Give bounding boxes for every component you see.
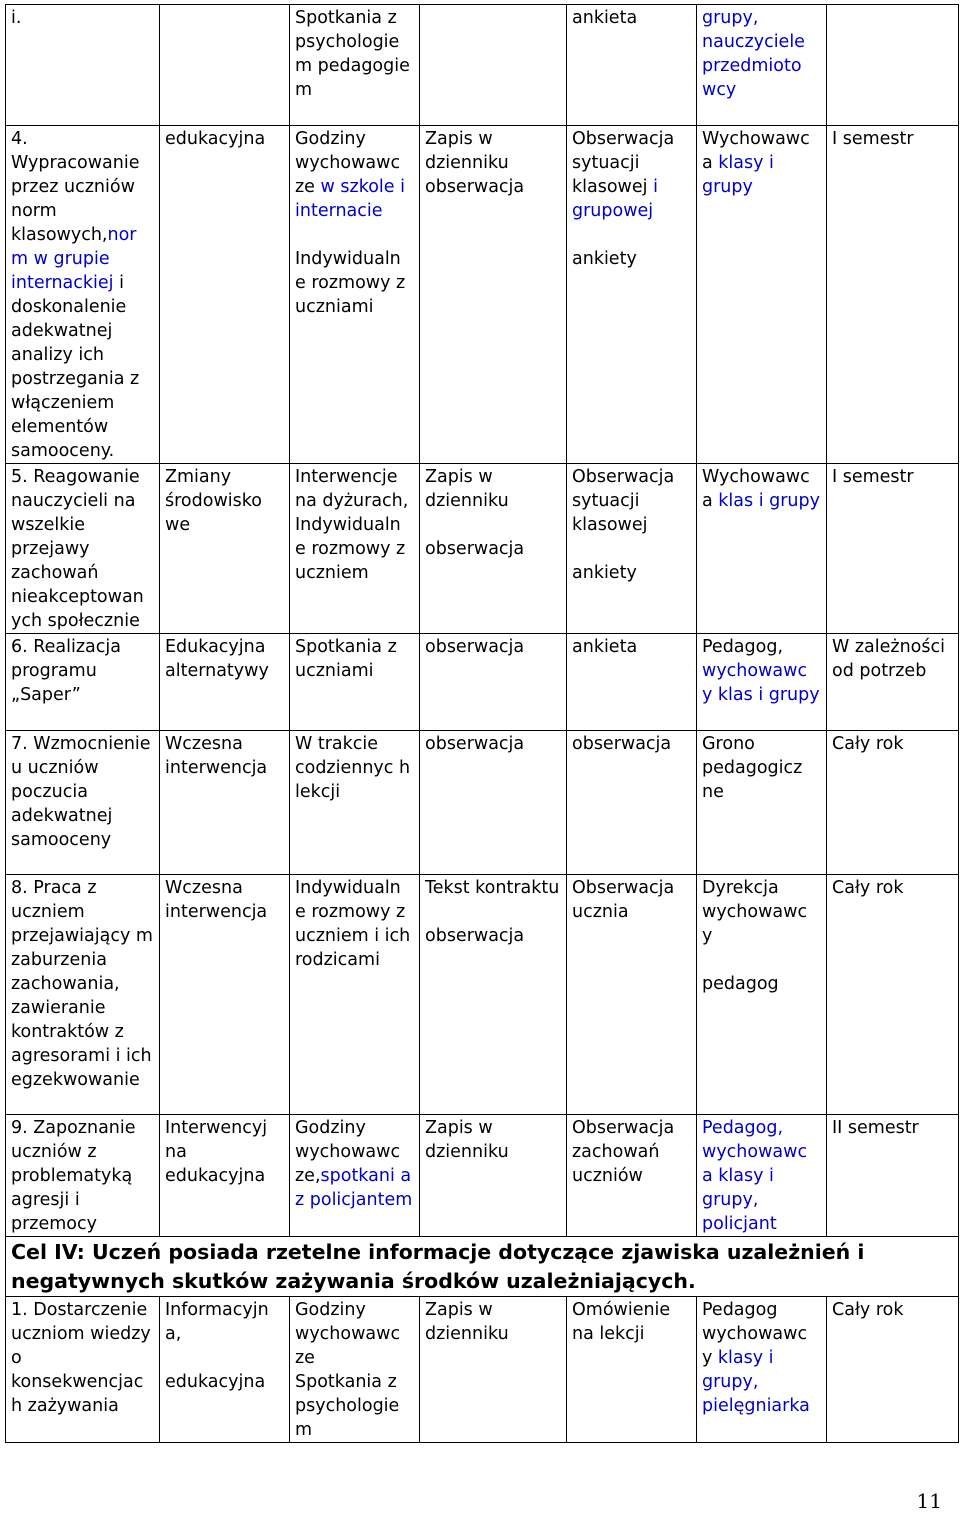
cell-text: Obserwacja ucznia — [572, 878, 675, 922]
cell-text: Indywidualn e rozmowy z uczniami — [295, 249, 406, 317]
cell-paragraph — [295, 1370, 414, 1442]
cell-evaluation — [420, 634, 567, 731]
cell-paragraph — [295, 127, 414, 223]
cell-text: Zapis w dzienniku — [425, 467, 509, 511]
cell-paragraph — [425, 127, 561, 199]
cell-method — [290, 875, 420, 1115]
cell-text: i doskonalenie adekwatnej analizy ich postrzegania z włączeniem elementów samooceny. — [11, 273, 140, 461]
cell-text: ankiety — [572, 249, 637, 269]
cell-text: w szkole i internacie — [295, 177, 405, 221]
cell-text: 6. Realizacja programu „Saper” — [11, 637, 121, 705]
cell-term — [827, 126, 959, 464]
cell-form — [160, 634, 290, 731]
cell-text: Spotkania z psychologie m — [295, 1372, 400, 1440]
cell-evaluation — [420, 464, 567, 634]
cell-text: nor m w grupie internackiej — [11, 225, 137, 293]
cell-text: Godziny wychowawc ze — [295, 1300, 401, 1368]
cell-paragraph — [572, 732, 691, 756]
plan-table-body — [6, 5, 959, 1443]
cell-text: Wychowawc a — [702, 467, 810, 511]
cell-text: W zależności od potrzeb — [832, 637, 945, 681]
table-row — [6, 464, 959, 634]
cell-paragraph — [11, 6, 154, 30]
cell-paragraph — [165, 465, 284, 537]
cell-spacer — [425, 513, 561, 537]
cell-paragraph — [832, 1116, 953, 1140]
cell-text: ankieta — [572, 637, 638, 657]
cell-term — [827, 5, 959, 126]
cell-text: obserwacja — [425, 637, 525, 657]
cell-goal — [6, 1115, 160, 1237]
cell-paragraph — [702, 635, 821, 707]
cell-form — [160, 1115, 290, 1237]
cell-text: Spotkania z uczniami — [295, 637, 397, 681]
cell-text: Grono pedagogicz ne — [702, 734, 803, 802]
cell-paragraph — [572, 876, 691, 924]
cell-text: Obserwacja sytuacji klasowej — [572, 129, 675, 197]
cell-text: klasy i grupy, pielęgniarka — [702, 1348, 810, 1416]
cell-paragraph — [425, 465, 561, 513]
cell-responsible — [697, 875, 827, 1115]
cell-responsible — [697, 634, 827, 731]
plan-table — [5, 4, 959, 1443]
cell-responsible — [697, 126, 827, 464]
cell-responsible — [697, 1297, 827, 1443]
cell-method — [290, 634, 420, 731]
cell-paragraph — [702, 465, 821, 513]
cell-paragraph — [165, 1370, 284, 1394]
cell-spacer — [425, 900, 561, 924]
table-row — [6, 731, 959, 875]
cell-form — [160, 875, 290, 1115]
cell-paragraph — [832, 1298, 953, 1322]
cell-paragraph — [832, 876, 953, 900]
cell-paragraph — [425, 635, 561, 659]
cell-text: Spotkania z psychologie m pedagogie m — [295, 8, 410, 100]
cell-paragraph — [295, 635, 414, 683]
cell-tool — [567, 1297, 697, 1443]
cell-text: Obserwacja zachowań uczniów — [572, 1118, 675, 1186]
cell-paragraph — [295, 876, 414, 972]
cell-evaluation — [420, 1297, 567, 1443]
cell-text: Cały rok — [832, 1300, 904, 1320]
cell-paragraph — [702, 732, 821, 804]
cell-paragraph — [832, 465, 953, 489]
cell-text: W trakcie codziennyc h lekcji — [295, 734, 411, 802]
cell-text: wychowawc y klas i grupy — [702, 661, 820, 705]
cell-paragraph — [832, 127, 953, 151]
cell-text: obserwacja — [425, 734, 525, 754]
cell-text: Informacyjn a, — [165, 1300, 269, 1344]
cell-method — [290, 126, 420, 464]
cell-paragraph — [832, 635, 953, 683]
cell-form — [160, 1297, 290, 1443]
cell-tool — [567, 464, 697, 634]
cell-responsible — [697, 5, 827, 126]
cell-goal — [6, 464, 160, 634]
cell-text: Wczesna interwencja — [165, 734, 268, 778]
cell-text: spotkani a z policjantem — [295, 1166, 413, 1210]
cell-spacer — [572, 223, 691, 247]
table-row — [6, 1115, 959, 1237]
cell-goal — [6, 1297, 160, 1443]
cell-paragraph — [295, 247, 414, 319]
cell-paragraph — [702, 6, 821, 102]
cell-text: klasy i grupy — [702, 153, 774, 197]
cell-paragraph — [11, 876, 154, 1092]
cell-form — [160, 126, 290, 464]
cell-paragraph — [425, 1298, 561, 1346]
cell-text: Interwencje na dyżurach, Indywidualn e rozmowy z uczniem — [295, 467, 409, 583]
cell-paragraph — [572, 635, 691, 659]
cell-method — [290, 731, 420, 875]
cell-text: 4. Wypracowanie przez uczniów norm klasowych, — [11, 129, 140, 245]
cell-tool — [567, 731, 697, 875]
cell-paragraph — [702, 876, 821, 948]
cell-paragraph — [425, 537, 561, 561]
cell-text: ankiety — [572, 563, 637, 583]
cell-paragraph — [165, 127, 284, 151]
cell-paragraph — [702, 127, 821, 199]
cell-evaluation — [420, 731, 567, 875]
cell-paragraph — [425, 876, 561, 900]
cell-text: Pedagog wychowawc y — [702, 1300, 808, 1368]
cell-text: Dyrekcja wychowawc y — [702, 878, 808, 946]
cell-text: Cały rok — [832, 878, 904, 898]
cell-paragraph — [702, 1116, 821, 1236]
cell-form — [160, 731, 290, 875]
cell-text: Zmiany środowisko we — [165, 467, 262, 535]
cell-text: klas i grupy — [718, 491, 820, 511]
cell-text: grupy, nauczyciele przedmioto wcy — [702, 8, 805, 100]
cell-responsible — [697, 731, 827, 875]
cell-paragraph — [425, 732, 561, 756]
cell-spacer — [572, 537, 691, 561]
cell-text: Pedagog, wychowawc a klasy i grupy, policjant — [702, 1118, 808, 1234]
cell-paragraph — [572, 247, 691, 271]
cell-paragraph — [572, 6, 691, 30]
cell-form — [160, 5, 290, 126]
cell-text: 7. Wzmocnienie u uczniów poczucia adekwatnej samooceny — [11, 734, 151, 850]
cell-text: 8. Praca z uczniem przejawiający m zaburzenia zachowania, zawieranie kontraktów z agresorami i ich egzekwowanie — [11, 878, 153, 1090]
cell-method — [290, 1115, 420, 1237]
cell-text: 1. Dostarczenie uczniom wiedzy o konsekwencjac h zażywania — [11, 1300, 151, 1416]
cell-paragraph — [425, 924, 561, 948]
cell-text: Zapis w dzienniku obserwacja — [425, 129, 525, 197]
cell-text: pedagog — [702, 974, 779, 994]
cell-responsible — [697, 1115, 827, 1237]
cell-method — [290, 5, 420, 126]
cell-paragraph — [295, 465, 414, 585]
cell-text: Interwencyj na edukacyjna — [165, 1118, 268, 1186]
cell-method — [290, 1297, 420, 1443]
cell-spacer — [165, 1346, 284, 1370]
cell-paragraph — [572, 1298, 691, 1346]
table-row — [6, 126, 959, 464]
cell-spacer — [702, 948, 821, 972]
cell-paragraph — [295, 1116, 414, 1212]
cell-text: Cały rok — [832, 734, 904, 754]
cell-paragraph — [295, 732, 414, 804]
cell-paragraph — [11, 635, 154, 707]
table-row — [6, 875, 959, 1115]
table-row — [6, 1297, 959, 1443]
page-number: 11 — [916, 1489, 942, 1513]
cell-tool — [567, 5, 697, 126]
goal-heading: Cel IV: Uczeń posiada rzetelne informacje dotyczące zjawiska uzależnień i negatywnych skutków zażywania środków uzależniających. — [6, 1237, 959, 1297]
table-row — [6, 5, 959, 126]
goal-heading-row — [6, 1237, 959, 1297]
cell-text: Indywidualn e rozmowy z uczniem i ich rodzicami — [295, 878, 411, 970]
cell-paragraph — [11, 465, 154, 633]
cell-paragraph — [702, 972, 821, 996]
cell-paragraph — [295, 1298, 414, 1370]
cell-text: 9. Zapoznanie uczniów z problematyką agresji i przemocy — [11, 1118, 136, 1234]
cell-paragraph — [425, 1116, 561, 1164]
cell-paragraph — [11, 1298, 154, 1418]
cell-paragraph — [165, 1298, 284, 1346]
cell-evaluation — [420, 1115, 567, 1237]
cell-text: edukacyjna — [165, 129, 266, 149]
cell-paragraph — [572, 1116, 691, 1188]
cell-paragraph — [165, 1116, 284, 1188]
cell-goal — [6, 126, 160, 464]
cell-text: obserwacja — [425, 539, 525, 559]
cell-text: ankieta — [572, 8, 638, 28]
cell-text: Zapis w dzienniku — [425, 1300, 509, 1344]
cell-text: Zapis w dzienniku — [425, 1118, 509, 1162]
cell-tool — [567, 126, 697, 464]
cell-paragraph — [165, 876, 284, 924]
cell-paragraph — [702, 1298, 821, 1418]
cell-text: Obserwacja sytuacji klasowej — [572, 467, 675, 535]
cell-text: I semestr — [832, 129, 914, 149]
cell-evaluation — [420, 126, 567, 464]
cell-paragraph — [572, 127, 691, 223]
cell-paragraph — [11, 127, 154, 463]
cell-term — [827, 1297, 959, 1443]
cell-text: edukacyjna — [165, 1372, 266, 1392]
cell-text: i grupowej — [572, 177, 658, 221]
cell-paragraph — [165, 732, 284, 780]
cell-goal — [6, 731, 160, 875]
cell-paragraph — [572, 561, 691, 585]
cell-text: 5. Reagowanie nauczycieli na wszelkie przejawy zachowań nieakceptowan ych społecznie — [11, 467, 144, 631]
cell-responsible — [697, 464, 827, 634]
cell-tool — [567, 1115, 697, 1237]
cell-text: Godziny wychowawc ze — [295, 129, 401, 197]
cell-term — [827, 731, 959, 875]
cell-method — [290, 464, 420, 634]
cell-text: II semestr — [832, 1118, 919, 1138]
cell-paragraph — [295, 6, 414, 102]
cell-text: obserwacja — [572, 734, 672, 754]
cell-text: i. — [11, 8, 22, 28]
cell-goal — [6, 875, 160, 1115]
table-row — [6, 634, 959, 731]
cell-text: Edukacyjna alternatywy — [165, 637, 269, 681]
cell-goal — [6, 5, 160, 126]
cell-evaluation — [420, 5, 567, 126]
cell-paragraph — [11, 732, 154, 852]
cell-paragraph — [11, 1116, 154, 1236]
cell-paragraph — [832, 732, 953, 756]
cell-spacer — [295, 223, 414, 247]
cell-term — [827, 1115, 959, 1237]
cell-text: Omówienie na lekcji — [572, 1300, 671, 1344]
cell-text: Pedagog, — [702, 637, 784, 657]
cell-text: obserwacja — [425, 926, 525, 946]
cell-text: Godziny wychowawc ze, — [295, 1118, 401, 1186]
cell-text: Tekst kontraktu — [425, 878, 560, 898]
cell-term — [827, 875, 959, 1115]
cell-paragraph — [165, 635, 284, 683]
cell-form — [160, 464, 290, 634]
cell-text: Wychowawc a — [702, 129, 810, 173]
cell-tool — [567, 875, 697, 1115]
cell-text: Wczesna interwencja — [165, 878, 268, 922]
cell-term — [827, 464, 959, 634]
cell-evaluation — [420, 875, 567, 1115]
cell-goal — [6, 634, 160, 731]
cell-term — [827, 634, 959, 731]
cell-text: I semestr — [832, 467, 914, 487]
cell-paragraph — [572, 465, 691, 537]
cell-tool — [567, 634, 697, 731]
